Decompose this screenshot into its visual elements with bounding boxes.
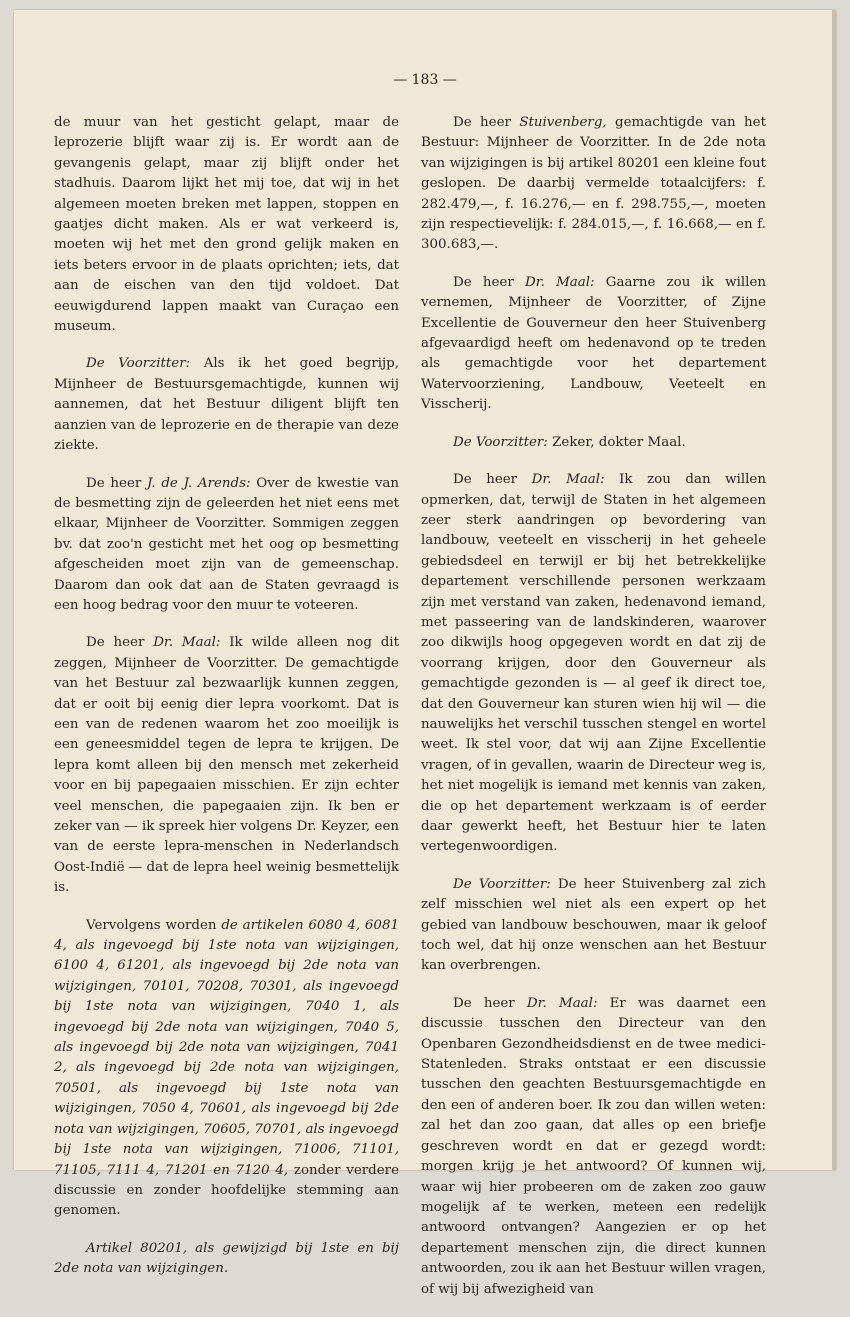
- paragraph-text: Als ik het goed begrijp, Mijnheer de Bestuursgemachtigde, kunnen wij aannemen, dat het Bestuur diligent blijft ten aanzien van de leprozerie en de therapie van deze ziekte.: [54, 356, 399, 454]
- paragraph: [421, 113, 766, 256]
- paragraph-text: gemachtigde van het Bestuur: Mijnheer de Voorzitter. In de 2de nota van wijzigingen is bij artikel 80201 een kleine fout geslopen. De daarbij vermelde totaalcijfers: f. 282.479,—, f. 16.276,— en f. 298.755,—, moeten zijn respectievelijk: f. 284.015,—, f. 16.668,— en f. 300.683,—.: [421, 115, 766, 253]
- paragraph: [54, 474, 399, 617]
- speaker-name: Stuivenberg,: [519, 115, 607, 130]
- page-number: — 183 —: [393, 72, 457, 88]
- page-edge: [832, 10, 836, 1170]
- paragraph-text: De heer Stuivenberg zal zich zelf misschien wel niet als een expert op het gebied van landbouw beschouwen, maar ik geloof toch wel, dat hij onze wenschen aan het Bestuur kan overbrengen.: [421, 876, 766, 974]
- paragraph: [54, 916, 399, 1222]
- paragraph-text: Ik zou dan willen opmerken, dat, terwijl de Staten in het algemeen zeer sterk aandringen op bevordering van landbouw, veeteelt en visscherij in het geheele gebiedsdeel en terwijl er bij het betrekkelijke departement verschillende personen werkzaam zijn met verstand van zaken, hedenavond iemand, met passeering van de landskinderen, waarover zoo dikwijls hoog opgegeven wordt en dat zij de voorrang krijgen, door den Gouverneur als gemachtigde gezonden is — al geef ik direct toe, dat den Gouverneur kan sturen wien hij wil — die nauwelijks het verschil tusschen stengel en wortel weet. Ik stel voor, dat wij aan Zijne Excellentie vragen, of in gevallen, waarin de Directeur weg is, het niet mogelijk is iemand met kennis van zaken, die op het departement werkzaam is of eerder daar gewerkt heeft, het Bestuur hier te laten vertegenwoordigen.: [421, 472, 766, 855]
- speaker-prefix: De heer: [86, 635, 154, 651]
- speaker-name: De Voorzitter:: [86, 356, 191, 372]
- paragraph-text: zonder verdere discussie en zonder hoofdelijke stemming aan genomen.: [54, 1162, 399, 1219]
- paragraph: [421, 470, 766, 858]
- speaker-name: J. de J. Arends:: [147, 475, 251, 491]
- paragraph-text: Gaarne zou ik willen vernemen, Mijnheer de Voorzitter, of Zijne Excellentie de Gouverneur den heer Stuivenberg afgevaardigd heeft om hedenavond op te treden als gemachtigde voor het departement Watervoorziening, Landbouw, Veeteelt en Visscherij.: [421, 274, 766, 413]
- document-page: [14, 10, 836, 1297]
- paragraph: [421, 875, 766, 977]
- paragraph: [54, 633, 399, 898]
- speaker-name: Dr. Maal:: [524, 274, 595, 290]
- paragraph: [54, 354, 399, 456]
- paragraph: [421, 433, 766, 453]
- left-column: [54, 113, 399, 1297]
- speaker-name: Dr. Maal:: [526, 995, 598, 1011]
- speaker-name: De Voorzitter:: [453, 434, 548, 450]
- speaker-prefix: De heer: [453, 995, 527, 1011]
- paragraph-text: Zeker, dokter Maal.: [547, 434, 686, 450]
- paragraph: [421, 273, 766, 416]
- speaker-prefix: De heer: [86, 475, 148, 491]
- speaker-prefix: De heer: [453, 472, 532, 488]
- article-heading: Artikel 80201, als gewijzigd bij 1ste en bij 2de nota van wijzigingen.: [54, 1240, 399, 1277]
- speaker-name: Dr. Maal:: [153, 635, 221, 651]
- paragraph-text: Over de kwestie van de besmetting zijn de geleerden het niet eens met elkaar, Mijnheer de Voorzitter. Sommigen zeggen bv. dat zoo'n gesticht met het oog op besmetting afgescheiden moet zijn van de gemeenschap. Daarom dan ook dat aan de Staten gevraagd is een hoog bedrag voor den muur te voteeren.: [54, 475, 399, 613]
- paragraph-text: Ik wilde alleen nog dit zeggen, Mijnheer de Voorzitter. De gemachtigde van het Bestuur zal bezwaarlijk kunnen zeggen, dat er ooit bij eenig dier lepra voorkomt. Dat is een van de redenen waarom het zoo moeilijk is een geneesmiddel tegen de lepra te krijgen. De lepra komt alleen bij den mensch met zekerheid voor en bij papegaaien misschien. Er zijn echter veel menschen, die papegaaien zijn. Ik ben er zeker van — ik spreek hier volgens Dr. Keyzer, een van de eerste lepra-menschen in Nederlandsch Oost-Indië — dat de lepra heel weinig besmettelijk is.: [54, 635, 399, 896]
- speaker-name: Dr. Maal:: [531, 472, 605, 488]
- speaker-name: De Voorzitter:: [453, 876, 551, 892]
- paragraph: [421, 994, 766, 1300]
- paragraph-text: Er was daarnet een discussie tusschen den Directeur van den Openbaren Gezondheidsdienst en de twee medici-Statenleden. Straks ontstaat er een discussie tusschen den geachten Bestuursgemachtigde en den een of anderen boer. Ik zou dan willen weten: zal het dan zoo gaan, dat alles op een briefje geschreven wordt en dat er gezegd wordt: morgen krijg je het antwoord? Of kunnen wij, waar wij hier probeeren om de zaken zoo gauw mogelijk af te werken, meteen een redelijk antwoord ontvangen? Aangezien er op het departement menschen zijn, die direct kunnen antwoorden, zou ik aan het Bestuur willen vragen, of wij bij afwezigheid van: [421, 995, 766, 1297]
- speaker-prefix: De heer: [453, 115, 520, 130]
- speaker-prefix: De heer: [453, 274, 525, 290]
- right-column: [421, 113, 766, 1317]
- paragraph: de muur van het gesticht gelapt, maar de leprozerie blijft waar zij is. Er wordt aan de gevangenis gelapt, maar zij blijft onder het stadhuis. Daarom lijkt het mij toe, dat wij in het algemeen moeten breken met lappen, stoppen en gaatjes dicht maken. Als er wat verkeerd is, moeten wij het met den grond gelijk maken en iets beters ervoor in de plaats oprichten; iets, dat aan de eischen van den tijd voldoet. Dat eeuwigdurend lappen maakt van Curaçao een museum.: [54, 115, 399, 335]
- article-list: de artikelen 6080 4, 6081 4, als ingevoegd bij 1ste nota van wijzigingen, 6100 4, 61201, als ingevoegd bij 2de nota van wijzigingen, 70101, 70208, 70301, als ingevoegd bij 1ste nota van wijzigingen, 7040 1, als ingevoegd bij 2de nota van wijzigingen, 7040 5, als ingevoegd bij 2de nota van wijzigingen, 7041 2, als ingevoegd bij 2de nota van wijzigingen, 70501, als ingevoegd bij 1ste nota van wijzigingen, 7050 4, 70601, als ingevoegd bij 2de nota van wijzigingen, 70605, 70701, als ingevoegd bij 1ste nota van wijzigingen, 71006, 71101, 71105, 7111 4, 71201 en 7120 4,: [54, 917, 399, 1178]
- paragraph-prefix: Vervolgens worden: [86, 917, 222, 933]
